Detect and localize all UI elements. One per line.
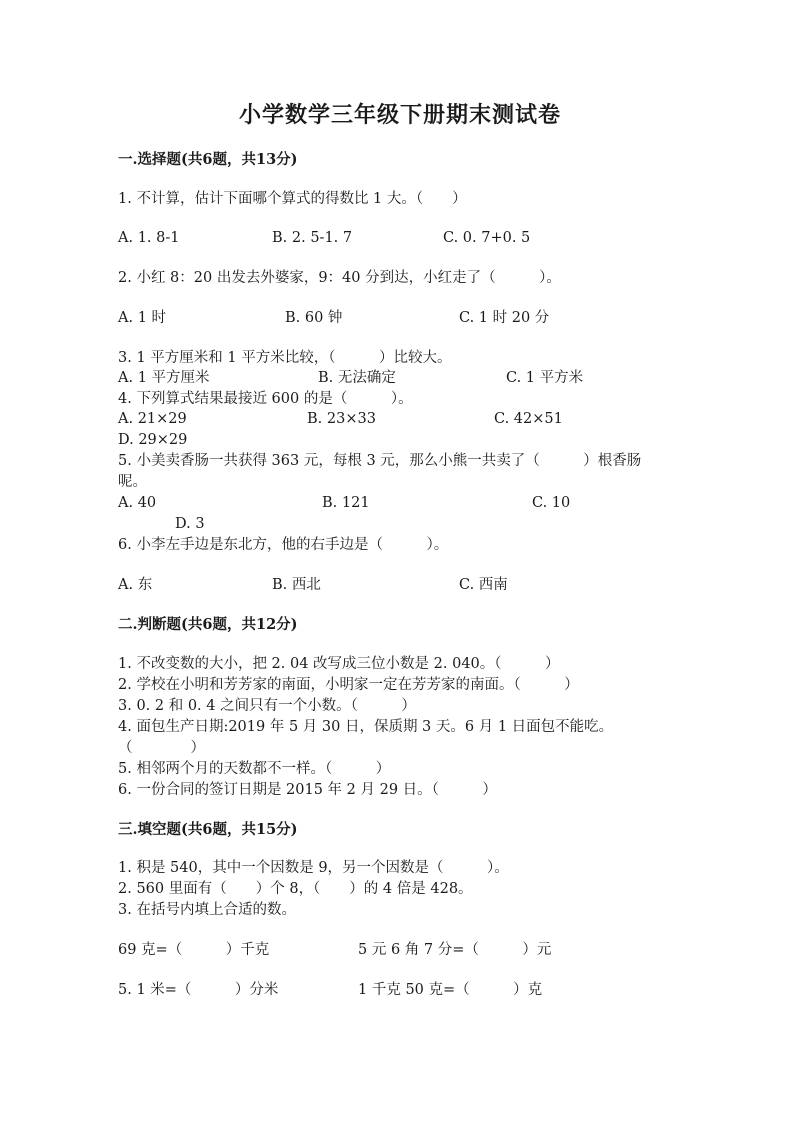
section-heading-judgment: 二.判断题(共6题，共12分) (118, 616, 298, 633)
judgment-item: 4. 面包生产日期:2019 年 5 月 30 日，保质期 3 天。6 月 1 日面包不能吃。 (118, 719, 614, 735)
option-a: A. 1 平方厘米 (118, 370, 210, 386)
question-stem-continued: 呢。 (118, 474, 147, 490)
question-stem: 3. 1 平方厘米和 1 平方米比较，（ ）比较大。 (118, 350, 452, 366)
option-d: D. 29×29 (118, 432, 188, 448)
judgment-item: 6. 一份合同的签订日期是 2015 年 2 月 29 日。（ ） (118, 782, 497, 798)
option-b: B. 60 钟 (285, 310, 343, 326)
option-a: A. 40 (118, 495, 157, 511)
option-c: C. 0. 7+0. 5 (443, 230, 531, 246)
option-a: A. 1. 8-1 (118, 230, 180, 246)
option-c: C. 西南 (459, 577, 508, 593)
option-c: C. 10 (532, 495, 571, 511)
question-stem: 1. 不计算，估计下面哪个算式的得数比 1 大。（ ） (118, 191, 467, 207)
fill-blank: 5. 1 米=（ ）分米 (118, 982, 279, 998)
question-stem: 6. 小李左手边是东北方，他的右手边是（ ）。 (118, 537, 449, 553)
fill-item: 3. 在括号内填上合适的数。 (118, 902, 296, 918)
fill-blank: 5 元 6 角 7 分=（ ）元 (358, 942, 552, 958)
option-b: B. 西北 (272, 577, 321, 593)
judgment-item: 3. 0. 2 和 0. 4 之间只有一个小数。（ ） (118, 698, 416, 714)
option-a: A. 东 (118, 577, 153, 593)
fill-item: 2. 560 里面有（ ）个 8，（ ）的 4 倍是 428。 (118, 881, 473, 897)
section-heading-fill: 三.填空题(共6题，共15分) (118, 821, 298, 838)
option-b: B. 2. 5-1. 7 (272, 230, 353, 246)
option-a: A. 1 时 (118, 310, 167, 326)
option-a: A. 21×29 (118, 411, 187, 427)
fill-blank: 1 千克 50 克=（ ）克 (358, 982, 543, 998)
fill-blank: 69 克=（ ）千克 (118, 942, 270, 958)
option-b: B. 23×33 (307, 411, 376, 427)
option-b: B. 无法确定 (318, 370, 396, 386)
option-c: C. 1 平方米 (506, 370, 584, 386)
option-b: B. 121 (322, 495, 370, 511)
section-heading-choice: 一.选择题(共6题，共13分) (118, 151, 298, 168)
option-c: C. 42×51 (494, 411, 563, 427)
question-stem: 2. 小红 8：20 出发去外婆家，9：40 分到达，小红走了（ ）。 (118, 270, 561, 286)
question-stem: 5. 小美卖香肠一共获得 363 元，每根 3 元，那么小熊一共卖了（ ）根香肠 (118, 453, 642, 469)
option-d: D. 3 (175, 516, 205, 532)
judgment-item: 5. 相邻两个月的天数都不一样。（ ） (118, 761, 391, 777)
option-c: C. 1 时 20 分 (459, 310, 550, 326)
judgment-answer-blank: （ ） (118, 740, 205, 756)
judgment-item: 1. 不改变数的大小，把 2. 04 改写成三位小数是 2. 040。（ ） (118, 656, 560, 672)
question-stem: 4. 下列算式结果最接近 600 的是（ ）。 (118, 391, 413, 407)
page-title: 小学数学三年级下册期末测试卷 (238, 102, 561, 128)
fill-item: 1. 积是 540，其中一个因数是 9，另一个因数是（ ）。 (118, 860, 509, 876)
judgment-item: 2. 学校在小明和芳芳家的南面，小明家一定在芳芳家的南面。（ ） (118, 677, 579, 693)
